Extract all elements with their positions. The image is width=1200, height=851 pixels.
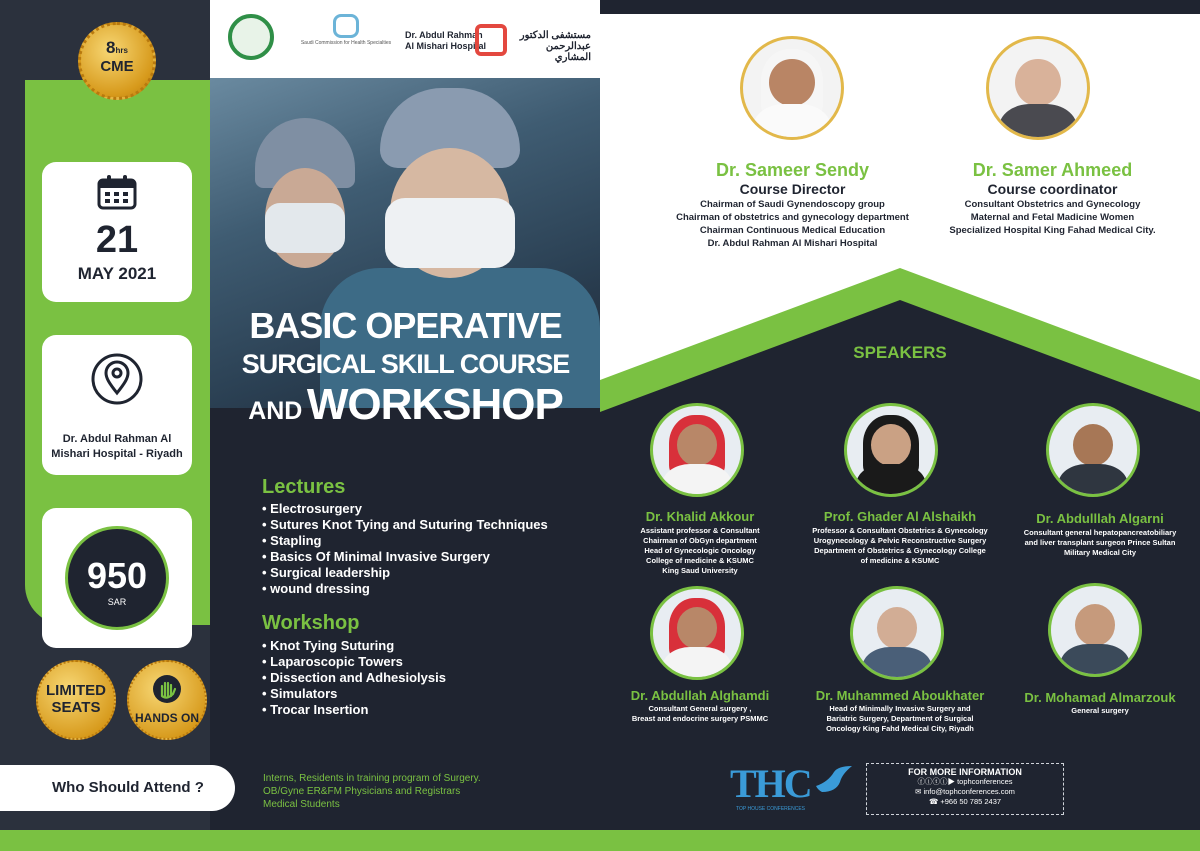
director-desc-line: Specialized Hospital King Fahad Medical City. <box>949 225 1156 236</box>
price-card <box>42 508 192 648</box>
thc-tagline: TOP HOUSE CONFERENCES <box>736 806 805 812</box>
director-name-2: Dr. Samer Ahmeed <box>972 160 1133 180</box>
director-desc-line: Chairman Continuous Medical Education <box>699 225 886 236</box>
director-desc-line: Chairman of Saudi Gynendoscopy group <box>700 199 885 210</box>
list-item: • Surgical leadership <box>262 565 548 581</box>
title-line3: AND <box>248 397 303 425</box>
director-role-1: Course Director <box>739 181 846 197</box>
lectures-heading: Lectures <box>262 476 346 498</box>
speaker-photo-almarzouk <box>1048 583 1142 677</box>
location-pin-icon <box>91 353 143 405</box>
speaker-desc-line: College of medicine & KSUMC <box>646 556 754 565</box>
title-line2: SURGICAL SKILL COURSE <box>241 349 570 379</box>
attendee-line: Medical Students <box>263 799 340 810</box>
list-item: • Electrosurgery <box>262 501 548 517</box>
mishari-ar-line1: مستشفى الدكتور <box>519 30 591 41</box>
phone-icon: ☎ <box>928 797 941 806</box>
speaker-desc-line: Military Medical City <box>1063 548 1137 557</box>
right-panel <box>600 0 1200 851</box>
director-desc-1 <box>640 198 945 250</box>
speaker-desc-line: Breast and endocrine surgery PSMMC <box>631 714 769 723</box>
list-item: • Trocar Insertion <box>262 702 446 718</box>
speaker-desc-line: Professor & Consultant Obstetrics & Gynecology <box>812 526 988 535</box>
speaker-desc-line: Consultant General surgery , <box>648 704 752 713</box>
limited-seats-label: LIMITED SEATS <box>46 682 106 716</box>
hospital-icon <box>475 24 507 56</box>
speaker-desc-line: Urogynecology & Pelvic Reconstructive Surgery <box>813 536 987 545</box>
speaker-desc-line: of medicine & KSUMC <box>860 556 940 565</box>
scfhs-logo-text: Saudi Commission for Health Specialties <box>300 40 392 46</box>
speaker-desc-line: General surgery <box>1071 706 1129 715</box>
date-card <box>42 162 192 302</box>
speakers-heading: SPEAKERS <box>853 343 947 362</box>
director-desc-line: Dr. Abdul Rahman Al Mishari Hospital <box>707 238 878 249</box>
speaker-desc <box>795 704 1005 734</box>
social-icons: ⓕⓘⓣⓘ▶ <box>917 777 958 786</box>
director-photo-ahmeed <box>986 36 1090 140</box>
list-item: • Sutures Knot Tying and Suturing Techniques <box>262 517 548 533</box>
thc-logo <box>730 760 860 815</box>
speaker-desc <box>1005 706 1195 716</box>
list-item: • Dissection and Adhesiolysis <box>262 670 446 686</box>
contact-phone[interactable]: +966 50 785 2437 <box>940 797 1002 806</box>
social-handle[interactable]: tophconferences <box>957 777 1013 786</box>
bird-icon <box>814 764 854 796</box>
who-should-attend-label: Who Should Attend ? <box>0 765 235 811</box>
speaker-desc <box>605 704 795 724</box>
speaker-name: Dr. Muhammed Aboukhater <box>815 688 985 703</box>
speaker-desc-line: Bariatric Surgery, Department of Surgical <box>826 714 974 723</box>
speaker-photo-aboukhater <box>850 586 944 680</box>
speaker-photo-alghamdi <box>650 586 744 680</box>
list-item: • Stapling <box>262 533 548 549</box>
lectures-list <box>262 501 548 597</box>
director-desc-line: Consultant Obstetrics and Gynecology <box>964 199 1141 210</box>
course-title <box>218 305 593 430</box>
attendee-list <box>263 772 481 811</box>
mishari-en-line2: Al Mishari Hospital <box>405 41 487 51</box>
cme-hours: 8 <box>106 38 116 57</box>
workshop-heading: Workshop <box>262 612 360 634</box>
attendee-line: Interns, Residents in training program of Surgery. <box>263 773 481 784</box>
workshop-list <box>262 638 446 718</box>
speaker-name: Prof. Ghader Al Alshaikh <box>823 509 977 524</box>
speaker-desc-line: Assistant professor & Consultant <box>640 526 760 535</box>
speaker-name: Dr. Khalid Akkour <box>645 509 755 524</box>
speaker-photo-alshaikh <box>844 403 938 497</box>
attendee-line: OB/Gyne ER&FM Physicians and Registrars <box>263 786 461 797</box>
speaker-photo-algarni <box>1046 403 1140 497</box>
list-item: • wound dressing <box>262 581 548 597</box>
price-amount: 950 <box>86 555 148 596</box>
event-day: 21 <box>95 219 139 261</box>
director-desc-2 <box>930 198 1175 237</box>
contact-box <box>866 763 1064 815</box>
cme-badge <box>78 22 156 100</box>
title-line4: WORKSHOP <box>306 380 563 429</box>
list-item: • Basics Of Minimal Invasive Surgery <box>262 549 548 565</box>
speaker-desc-line: King Saud University <box>662 566 738 575</box>
speaker-desc-line: Head of Minimally Invasive Surgery and <box>829 704 971 713</box>
contact-heading: FOR MORE INFORMATION <box>908 767 1022 777</box>
director-desc-line: Chairman of obstetrics and gynecology department <box>676 212 909 223</box>
email-icon: ✉ <box>915 787 924 796</box>
speaker-desc-line: Oncology King Fahd Medical City, Riyadh <box>826 724 974 733</box>
hands-on-label: HANDS ON <box>134 711 199 725</box>
mishari-ar-line2: عبدالرحمن المشاري <box>545 41 591 63</box>
speaker-desc-line: Head of Gynecologic Oncology <box>644 546 756 555</box>
list-item: • Knot Tying Suturing <box>262 638 446 654</box>
speaker-desc <box>1005 528 1195 558</box>
cme-label: CME <box>100 58 134 75</box>
director-desc-line: Maternal and Fetal Madicine Women <box>970 212 1135 223</box>
speaker-name: Dr. Abdullah Alghamdi <box>630 688 770 703</box>
price-circle <box>65 526 169 630</box>
scfhs-logo <box>296 14 396 46</box>
speaker-desc <box>605 526 795 576</box>
speaker-photo-akkour <box>650 403 744 497</box>
event-month-year: MAY 2021 <box>77 264 157 283</box>
speaker-desc-line: and liver transplant surgeon Prince Sultan <box>1024 538 1176 547</box>
list-item: • Simulators <box>262 686 446 702</box>
price-currency: SAR <box>107 597 127 607</box>
speaker-name: Dr. Abdulllah Algarni <box>1036 511 1164 526</box>
title-line1: BASIC OPERATIVE <box>249 305 562 346</box>
speaker-desc-line: Chairman of ObGyn department <box>643 536 757 545</box>
footer-green-band <box>0 830 1200 851</box>
speaker-desc-line: Consultant general hepatopancreatobiliary <box>1023 528 1177 537</box>
director-name-1: Dr. Sameer Sendy <box>715 160 870 180</box>
list-item: • Laparoscopic Towers <box>262 654 446 670</box>
hands-on-seal <box>127 660 207 740</box>
contact-email[interactable]: info@tophconferences.com <box>923 787 1015 796</box>
director-photo-sendy <box>740 36 844 140</box>
location-name: Dr. Abdul Rahman Al Mishari Hospital - Riyadh <box>51 433 183 460</box>
hand-icon <box>152 674 182 704</box>
thc-logo-text: THC <box>730 761 811 806</box>
calendar-icon <box>97 174 137 210</box>
speaker-desc-line: Department of Obstetrics & Gynecology College <box>814 546 986 555</box>
mishari-en-line1: Dr. Abdul Rahman <box>405 30 483 40</box>
location-card <box>42 335 192 475</box>
ministry-logo <box>228 14 274 60</box>
director-role-2: Course coordinator <box>987 181 1118 197</box>
cme-hours-unit: hrs <box>115 46 128 55</box>
speaker-desc <box>790 526 1010 566</box>
speaker-name: Dr. Mohamad Almarzouk <box>1024 690 1176 705</box>
limited-seats-seal <box>36 660 116 740</box>
